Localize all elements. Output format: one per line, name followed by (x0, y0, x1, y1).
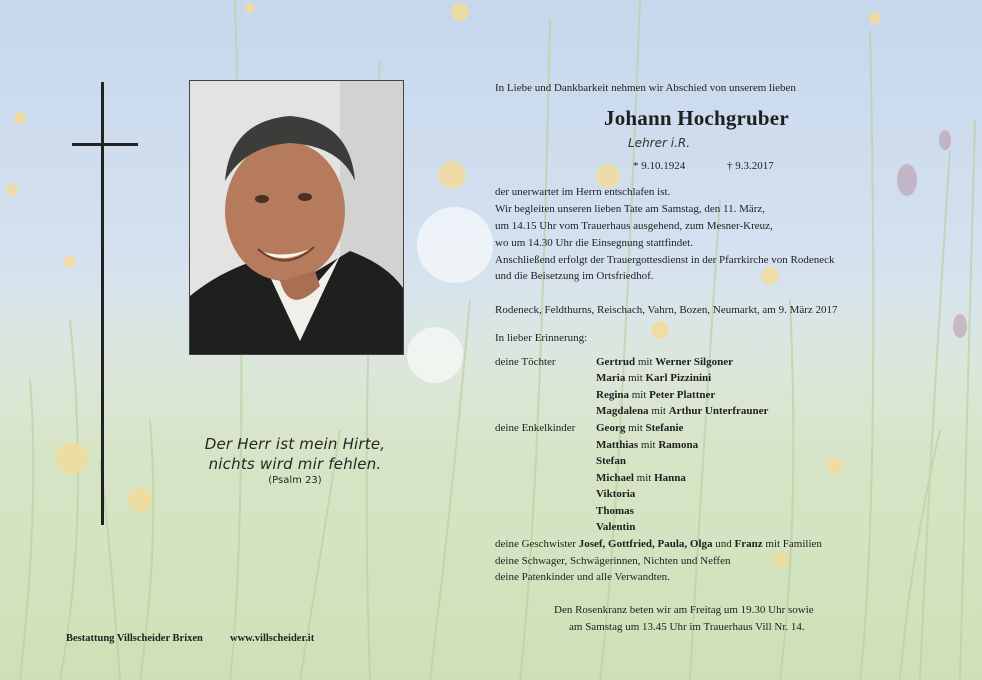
godchildren-line: deine Patenkinder und alle Verwandten. (495, 571, 670, 583)
family-entry: Stefan (596, 455, 626, 467)
rosary-line: am Samstag um 13.45 Uhr im Trauerhaus Vill Nr. 14. (569, 621, 805, 633)
family-entry: Valentin (596, 521, 636, 533)
body-line: der unerwartet im Herrn entschlafen ist. (495, 186, 671, 198)
family-entry: Maria mit Karl Pizzinini (596, 372, 712, 384)
siblings-line: deine Geschwister Josef, Gottfried, Paula, Olga und Franz mit Familien (495, 538, 822, 550)
birth-date: * 9.10.1924 (633, 160, 686, 172)
family-entry: Thomas (596, 505, 634, 517)
family-entry: Magdalena mit Arthur Unterfrauner (596, 405, 769, 417)
family-entry: Michael mit Hanna (596, 472, 686, 484)
memory-heading: In lieber Erinnerung: (495, 332, 588, 344)
grandchildren-label: deine Enkelkinder (495, 422, 576, 434)
daughters-label: deine Töchter (495, 356, 556, 368)
funeral-home-url[interactable]: www.villscheider.it (230, 633, 315, 644)
psalm-line-2: nichts wird mir fehlen. (208, 455, 382, 473)
family-entry: Georg mit Stefanie (596, 422, 684, 434)
funeral-home-name: Bestattung Villscheider Brixen (66, 633, 203, 644)
intro-line: In Liebe und Dankbarkeit nehmen wir Abschied von unserem lieben (495, 82, 796, 94)
family-entry: Viktoria (596, 488, 636, 500)
body-line: Anschließend erfolgt der Trauergottesdienst in der Pfarrkirche von Rodeneck (495, 254, 835, 266)
inlaws-line: deine Schwager, Schwägerinnen, Nichten und Neffen (495, 555, 731, 567)
deceased-title: Lehrer i.R. (628, 136, 691, 150)
family-entry: Gertrud mit Werner Silgoner (596, 356, 733, 368)
rosary-line: Den Rosenkranz beten wir am Freitag um 19.30 Uhr sowie (554, 604, 814, 616)
cross-horizontal-bar (72, 143, 138, 146)
psalm-quote (190, 434, 400, 488)
body-line: und die Beisetzung im Ortsfriedhof. (495, 270, 654, 282)
body-line: Wir begleiten unseren lieben Tate am Samstag, den 11. März, (495, 203, 766, 215)
family-entry: Matthias mit Ramona (596, 439, 699, 451)
body-line: wo um 14.30 Uhr die Einsegnung stattfindet. (495, 237, 693, 249)
portrait-photo (189, 80, 404, 355)
death-date: † 9.3.2017 (727, 160, 774, 172)
body-line: um 14.15 Uhr vom Trauerhaus ausgehend, zum Mesner-Kreuz, (495, 220, 773, 232)
places-date-line: Rodeneck, Feldthurns, Reischach, Vahrn, Bozen, Neumarkt, am 9. März 2017 (495, 304, 838, 316)
deceased-name: Johann Hochgruber (604, 106, 789, 130)
cross-vertical-bar (101, 82, 104, 525)
family-entry: Regina mit Peter Plattner (596, 389, 716, 401)
psalm-line-1: Der Herr ist mein Hirte, (204, 435, 386, 453)
psalm-reference: (Psalm 23) (268, 475, 322, 486)
